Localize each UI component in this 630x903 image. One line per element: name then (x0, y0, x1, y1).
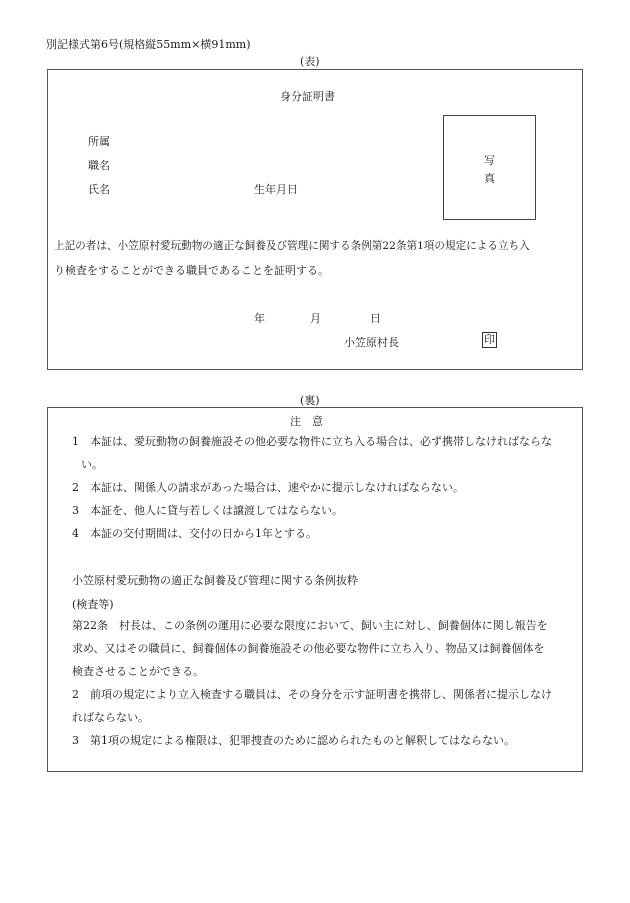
article-heading: (検査等) (72, 598, 114, 611)
article-line: 検査させることができる。 (72, 665, 204, 678)
note-item: 2 本証は、関係人の請求があった場合は、速やかに提示しなければならない。 (72, 481, 464, 494)
statement-line-1: 上記の者は、小笠原村愛玩動物の適正な飼養及び管理に関する条例第22条第1項の規定による立ち入 (54, 240, 530, 252)
photo-box (443, 115, 536, 220)
statement-line-2: り検査をすることができる職員であることを証明する。 (54, 264, 329, 277)
article-line: 第22条 村長は、この条例の運用に必要な限度において、飼い主に対し、飼養個体に関し報告を (72, 619, 548, 632)
back-label: (裏) (300, 394, 320, 407)
note-line-continued: い。 (81, 458, 103, 471)
article-body (72, 614, 582, 752)
article-line: ればならない。 (72, 711, 149, 724)
back-card (47, 407, 583, 772)
front-card (47, 69, 583, 370)
note-line: 1 本証は、愛玩動物の飼養施設その他必要な物件に立ち入る場合は、必ず携帯しなければならな (72, 435, 552, 448)
date-year: 年 (254, 312, 265, 325)
photo-label-2: 真 (484, 172, 495, 185)
article-line: 求め、又はその職員に、飼養個体の飼養施設その他必要な物件に立ち入り、物品又は飼養個体を (72, 642, 545, 655)
front-label: (表) (300, 55, 320, 68)
date-day: 日 (370, 312, 381, 325)
card-title: 身分証明書 (280, 90, 335, 103)
notice-title: 注 意 (290, 415, 323, 428)
article-line: 3 第1項の規定による権限は、犯罪捜査のために認められたものと解釈してはならない。 (72, 734, 515, 747)
article-line: 2 前項の規定により立入検査する職員は、その身分を示す証明書を携帯し、関係者に提示しなけ (72, 688, 552, 701)
issuer-name: 小笠原村長 (344, 336, 399, 349)
position-label: 職名 (88, 159, 110, 172)
note-item: 3 本証を、他人に貸与若しくは譲渡してはならない。 (72, 504, 343, 517)
notes-list (72, 430, 582, 545)
form-label: 別記様式第6号(規格縦55mm×横91mm) (46, 38, 251, 51)
note-item: 4 本証の交付期間は、交付の日から1年とする。 (72, 527, 317, 540)
date-month: 月 (310, 312, 321, 325)
name-label: 氏名 (88, 183, 110, 196)
photo-label-1: 写 (484, 154, 495, 167)
note-item (72, 430, 582, 476)
seal-mark: 印 (484, 333, 495, 346)
excerpt-title: 小笠原村愛玩動物の適正な飼養及び管理に関する条例抜粋 (72, 574, 358, 587)
affiliation-label: 所属 (88, 135, 110, 148)
birthdate-label: 生年月日 (254, 183, 298, 196)
